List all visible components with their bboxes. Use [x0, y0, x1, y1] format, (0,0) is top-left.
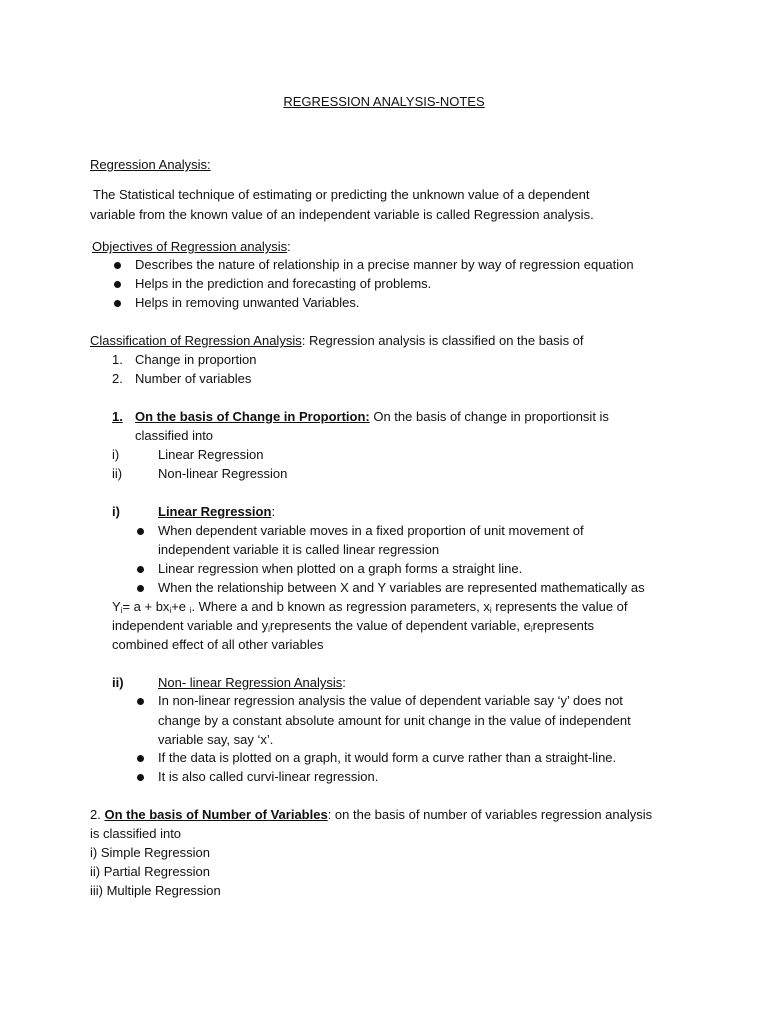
list-item: Linear regression when plotted on a graph forms a straight line. [158, 561, 523, 576]
list-item: change by a constant absolute amount for unit change in the value of independent [158, 713, 631, 728]
proportion-heading: On the basis of Change in Proportion: On the basis of change in proportionsit is [135, 409, 609, 424]
bullet-icon [137, 755, 144, 762]
list-item: independent variable it is called linear regression [158, 542, 440, 557]
objectives-heading: Objectives of Regression analysis: [92, 239, 291, 254]
bullet-icon [137, 698, 144, 705]
paragraph-line: combined effect of all other variables [112, 637, 324, 652]
proportion-text: classified into [135, 428, 214, 443]
list-item: Non-linear Regression [158, 466, 288, 481]
linear-heading: Linear Regression: [158, 504, 276, 519]
list-item: If the data is plotted on a graph, it would form a curve rather than a straight-line. [158, 750, 617, 765]
list-number: 1. [112, 352, 123, 367]
section-number: 1. [112, 409, 123, 424]
list-item: When dependent variable moves in a fixed proportion of unit movement of [158, 523, 584, 538]
list-item: iii) Multiple Regression [90, 883, 221, 898]
bullet-icon [114, 281, 121, 288]
bullet-icon [137, 566, 144, 573]
list-item: Describes the nature of relationship in a precise manner by way of regression equation [135, 257, 634, 272]
paragraph-line: independent variable and $y_irepresents$ the value of dependent variable, $e_irepresents$ [112, 618, 595, 634]
list-number: 2. [112, 371, 123, 386]
variables-heading: 2. On the basis of Number of Variables: on the basis of number of variables regression analysis [90, 807, 653, 822]
list-item: Number of variables [135, 371, 252, 386]
list-item: In non-linear regression analysis the value of dependent variable say ‘y’ does not [158, 693, 623, 708]
bullet-icon [137, 528, 144, 535]
list-item: It is also called curvi-linear regression. [158, 769, 379, 784]
list-item: Change in proportion [135, 352, 257, 367]
list-item: Helps in removing unwanted Variables. [135, 295, 360, 310]
list-item: variable say, say ‘x’. [158, 732, 274, 747]
section-number: ii) [112, 675, 124, 690]
list-number: i) [112, 447, 120, 462]
list-item: Linear Regression [158, 447, 264, 462]
list-item: i) Simple Regression [90, 845, 210, 860]
nonlinear-heading: Non- linear Regression Analysis: [158, 675, 346, 690]
list-item: ii) Partial Regression [90, 864, 210, 879]
list-item: When the relationship between X and Y variables are represented mathematically as [158, 580, 645, 595]
intro-paragraph-line: The Statistical technique of estimating or predicting the unknown value of a dependent [93, 187, 590, 202]
bullet-icon [114, 300, 121, 307]
regression-equation: $Y_i= a + bx_i+e$ $_i$. Where a and b known as regression parameters, $x_i$ represents the value of [112, 599, 628, 615]
document-title: REGRESSION ANALYSIS-NOTES [283, 94, 485, 109]
list-item: Helps in the prediction and forecasting of problems. [135, 276, 432, 291]
classification-heading: Classification of Regression Analysis: Regression analysis is classified on the basis of [90, 333, 584, 348]
section-number: i) [112, 504, 120, 519]
bullet-icon [137, 585, 144, 592]
bullet-icon [137, 774, 144, 781]
list-number: ii) [112, 466, 123, 481]
bullet-icon [114, 262, 121, 269]
paragraph-line: is classified into [90, 826, 182, 841]
intro-heading: Regression Analysis: [90, 157, 211, 172]
intro-paragraph-line: variable from the known value of an independent variable is called Regression analysis. [90, 207, 594, 222]
